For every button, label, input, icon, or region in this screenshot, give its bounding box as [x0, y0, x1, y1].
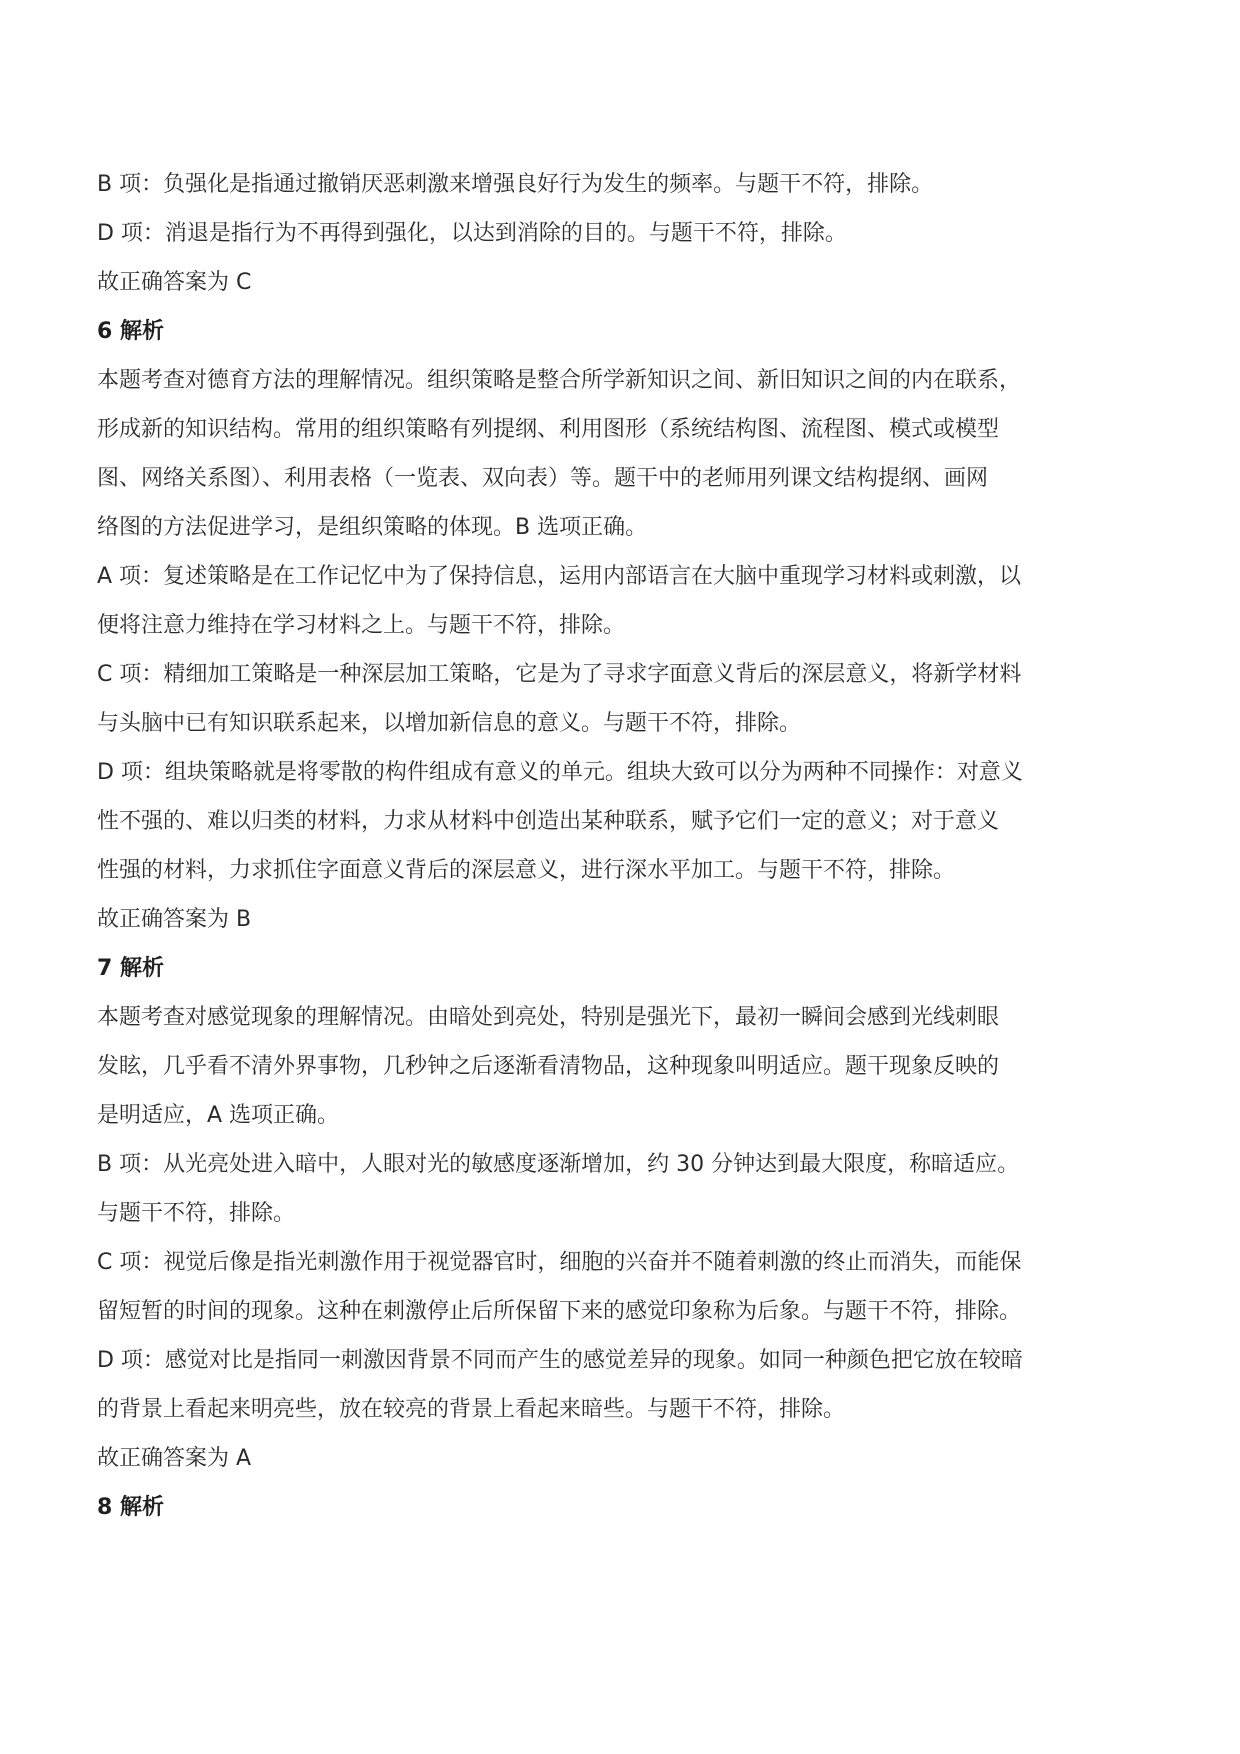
paragraph-line: B 项：负强化是指通过撤销厌恶刺激来增强良好行为发生的频率。与题干不符，排除。 [97, 172, 934, 197]
paragraph-line: 故正确答案为 C [97, 270, 252, 295]
paragraph-line: 发眩，几乎看不清外界事物，几秒钟之后逐渐看清物品，这种现象叫明适应。题干现象反映的 [97, 1054, 1000, 1079]
section-heading: 8 解析 [97, 1495, 164, 1520]
paragraph-line: B 项：从光亮处进入暗中，人眼对光的敏感度逐渐增加，约 30 分钟达到最大限度，称暗适应。 [97, 1152, 1020, 1177]
paragraph-line: 便将注意力维持在学习材料之上。与题干不符，排除。 [97, 613, 626, 638]
paragraph-line: 形成新的知识结构。常用的组织策略有列提纲、利用图形（系统结构图、流程图、模式或模型 [97, 417, 1000, 442]
paragraph-line: A 项：复述策略是在工作记忆中为了保持信息，运用内部语言在大脑中重现学习材料或刺激，以 [97, 564, 1022, 589]
paragraph-line: D 项：消退是指行为不再得到强化，以达到消除的目的。与题干不符，排除。 [97, 221, 847, 246]
paragraph-line: 本题考查对德育方法的理解情况。组织策略是整合所学新知识之间、新旧知识之间的内在联系， [97, 368, 1022, 393]
paragraph-line: 图、网络关系图）、利用表格（一览表、双向表）等。题干中的老师用列课文结构提纲、画网 [97, 466, 989, 491]
paragraph-line: 络图的方法促进学习，是组织策略的体现。B 选项正确。 [97, 515, 648, 540]
paragraph-line: 故正确答案为 A [97, 1446, 252, 1471]
paragraph-line: 是明适应，A 选项正确。 [97, 1103, 340, 1128]
paragraph-line: C 项：精细加工策略是一种深层加工策略，它是为了寻求字面意义背后的深层意义，将新学材料 [97, 662, 1022, 687]
paragraph-line: 留短暂的时间的现象。这种在刺激停止后所保留下来的感觉印象称为后象。与题干不符，排除。 [97, 1299, 1022, 1324]
section-heading: 7 解析 [97, 956, 164, 981]
paragraph-line: 与题干不符，排除。 [97, 1201, 296, 1226]
paragraph-line: 本题考查对感觉现象的理解情况。由暗处到亮处，特别是强光下，最初一瞬间会感到光线刺眼 [97, 1005, 1000, 1030]
paragraph-line: D 项：感觉对比是指同一刺激因背景不同而产生的感觉差异的现象。如同一种颜色把它放在较暗 [97, 1348, 1023, 1373]
paragraph-line: 故正确答案为 B [97, 907, 252, 932]
paragraph-line: 性不强的、难以归类的材料，力求从材料中创造出某种联系，赋予它们一定的意义；对于意义 [97, 809, 1000, 834]
section-heading: 6 解析 [97, 319, 164, 344]
paragraph-line: D 项：组块策略就是将零散的构件组成有意义的单元。组块大致可以分为两种不同操作：对意义 [97, 760, 1023, 785]
paragraph-line: C 项：视觉后像是指光刺激作用于视觉器官时，细胞的兴奋并不随着刺激的终止而消失，而能保 [97, 1250, 1022, 1275]
paragraph-line: 与头脑中已有知识联系起来，以增加新信息的意义。与题干不符，排除。 [97, 711, 802, 736]
paragraph-line: 的背景上看起来明亮些，放在较亮的背景上看起来暗些。与题干不符，排除。 [97, 1397, 846, 1422]
paragraph-line: 性强的材料，力求抓住字面意义背后的深层意义，进行深水平加工。与题干不符，排除。 [97, 858, 956, 883]
document-page [97, 160, 1157, 1532]
